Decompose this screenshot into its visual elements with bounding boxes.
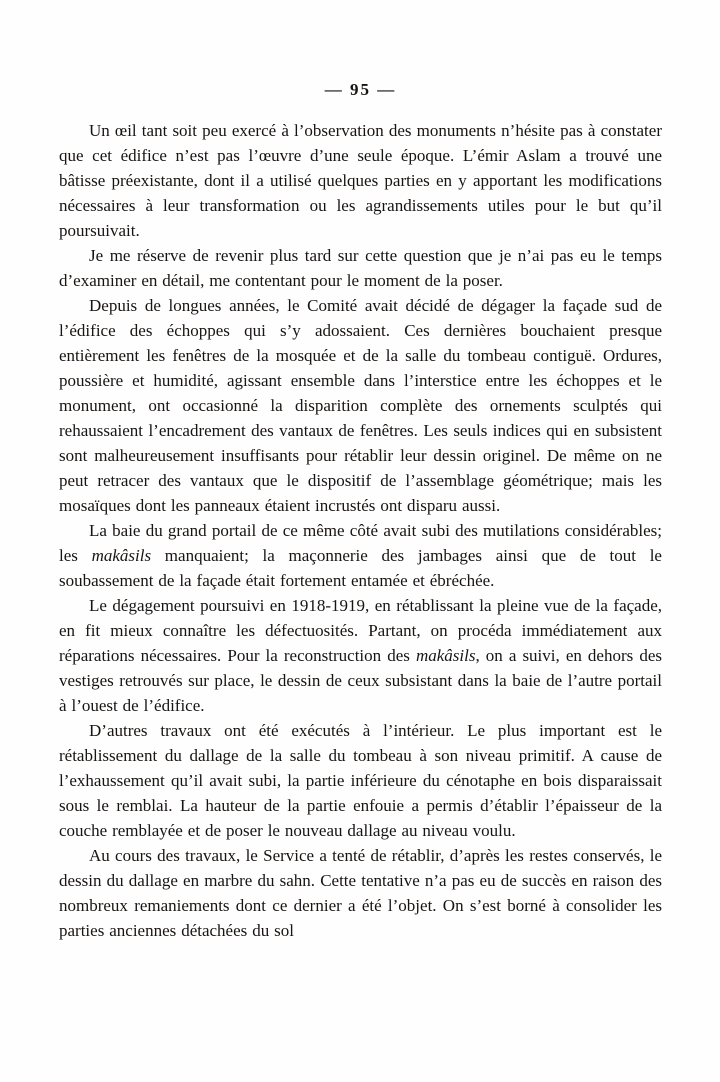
text-segment: La baie du grand portail de ce même côté avait subi des mutilations considérables; les — [59, 521, 662, 565]
paragraph — [59, 118, 662, 243]
page-number: — 95 — — [324, 80, 397, 99]
text-segment: Le dégagement poursuivi en 1918-1919, en rétablissant la pleine vue de la façade, en fit mieux connaître les défectuosités. Partant, on procéda immédiatement aux réparations nécessaires. Pour la reconstruction des — [59, 596, 662, 665]
text-segment: Au cours des travaux, le Service a tenté de rétablir, d’après les restes conservés, le dessin du dallage en marbre du sahn. Cette tentative n’a pas eu de succès en raison des nombreux remaniements dont ce dernier a été l’objet. On s’est borné à consolider les parties anciennes détachées du sol — [59, 846, 662, 940]
text-block — [59, 118, 662, 943]
text-segment: Je me réserve de revenir plus tard sur cette question que je n’ai pas eu le temps d’examiner en détail, me contentant pour le moment de la poser. — [59, 246, 662, 290]
italic-term: makâsils — [91, 546, 152, 565]
text-segment: , on a suivi, en dehors des vestiges retrouvés sur place, le dessin de ceux subsistant dans la baie de l’autre portail à l’ouest de l’édifice. — [59, 646, 662, 715]
text-segment: D’autres travaux ont été exécutés à l’intérieur. Le plus important est le rétablissement du dallage de la salle du tombeau à son niveau primitif. A cause de l’exhaussement qu’il avait subi, la partie inférieure du cénotaphe en bois disparaissait sous le remblai. La hauteur de la partie enfouie a permis d’établir l’épaisseur de la couche remblayée et de poser le nouveau dallage au niveau voulu. — [59, 721, 662, 840]
text-segment: Un œil tant soit peu exercé à l’observation des monuments n’hésite pas à constater que cet édifice n’est pas l’œuvre d’une seule époque. L’émir Aslam a trouvé une bâtisse préexistante, dont il a utilisé quelques parties en y apportant les modifications nécessaires à leur transformation ou les agrandissements utiles pour le but qu’il poursuivait. — [59, 121, 662, 240]
text-segment: Depuis de longues années, le Comité avait décidé de dégager la façade sud de l’édifice des échoppes qui s’y adossaient. Ces dernières bouchaient presque entièrement les fenêtres de la mosquée et de la salle du tombeau contiguë. Ordures, poussière et humidité, agissant ensemble dans l’interstice entre les échoppes et le monument, ont occasionné la disparition complète des ornements sculptés qui rehaussaient l’encadrement des vantaux de fenêtres. Les seuls indices qui en subsistent sont malheureusement insuffisants pour rétablir leur dessin originel. De même on ne peut retracer des vantaux que le dispositif de l’assemblage géométrique; mais les mosaïques dont les panneaux étaient incrustés ont disparu aussi. — [59, 296, 662, 515]
paragraph — [59, 718, 662, 843]
paragraph — [59, 243, 662, 293]
text-segment: manquaient; la maçonnerie des jambages ainsi que de tout le soubassement de la façade était fortement entamée et ébréchée. — [59, 546, 662, 590]
paragraph — [59, 518, 662, 593]
paragraph — [59, 843, 662, 943]
paragraph — [59, 593, 662, 718]
paragraph — [59, 293, 662, 518]
italic-term: makâsils — [415, 646, 476, 665]
